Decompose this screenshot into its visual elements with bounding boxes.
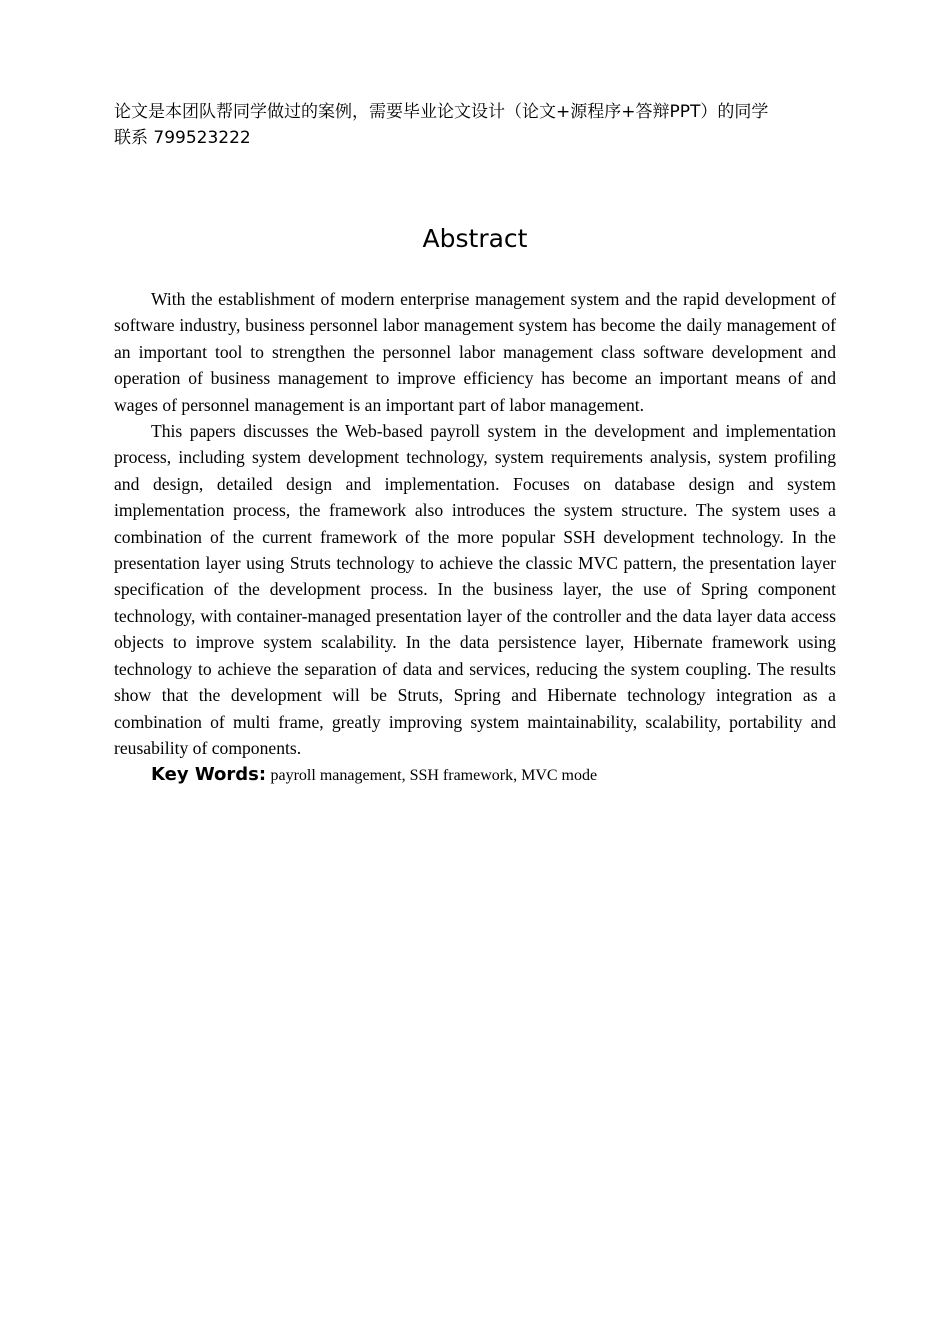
keywords-line bbox=[114, 761, 836, 789]
keywords-label: Key Words: bbox=[151, 764, 267, 786]
abstract-paragraph-1: With the establishment of modern enterprise management system and the rapid development of software industry, business personnel labor management system has become the daily management of an important tool to strengthen the personnel labor management class software development and operation of business management to improve efficiency has become an important means of and wages of personnel management is an important part of labor management. bbox=[114, 289, 836, 415]
notice-line-1: 论文是本团队帮同学做过的案例，需要毕业论文设计（论文+源程序+答辩PPT）的同学 bbox=[114, 102, 769, 122]
abstract-paragraph-2: This papers discusses the Web-based payroll system in the development and implementation process, including system development technology, system requirements analysis, system profiling and design, detailed design and implementation. Focuses on database design and system implementation process, the framework also introduces the system structure. The system uses a combination of the current framework of the more popular SSH development technology. In the presentation layer using Struts technology to achieve the classic MVC pattern, the presentation layer specification of the development process. In the business layer, the use of Spring component technology, with container-managed presentation layer of the controller and the data layer data access objects to improve system scalability. In the data persistence layer, Hibernate framework using technology to achieve the separation of data and services, reducing the system coupling. The results show that the development will be Struts, Spring and Hibernate technology integration as a combination of multi frame, greatly improving system maintainability, scalability, portability and reusability of components. bbox=[114, 421, 836, 758]
notice-line-2: 联系 799523222 bbox=[114, 128, 251, 148]
abstract-body bbox=[114, 286, 836, 790]
keywords-value: payroll management, SSH framework, MVC mode bbox=[270, 767, 598, 785]
contact-notice bbox=[114, 99, 838, 151]
abstract-title: Abstract bbox=[422, 224, 528, 253]
